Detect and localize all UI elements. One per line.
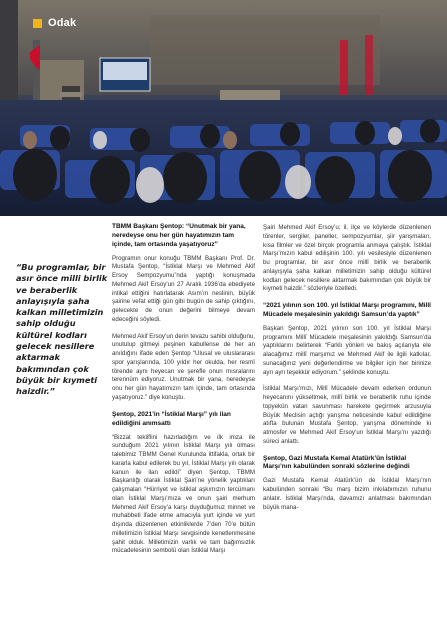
subheading: Şentop, Gazi Mustafa Kemal Atatürk’ün İstiklal Marşı’nın kabulünden sonraki sözlerine değindi xyxy=(263,454,410,471)
subheading: TBMM Başkanı Şentop: “Unutmak bir yana, neredeyse onu her gün hayatımızın tam içinde, tam ortasında yaşatıyoruz” xyxy=(112,223,246,248)
subheading: “2021 yılının son 100. yıl İstiklal Marşı programını, Millî Mücadele meşalesinin yakıldığı Samsun’da yaptık” xyxy=(263,302,431,318)
conference-hall-photo xyxy=(0,0,447,216)
article-column-middle xyxy=(112,223,255,556)
paragraph: Mehmed Akif Ersoy’un derin tevazu sahibi olduğunu, unutulup gitmeyi peşinen kabullense de her an anıldığını ifade eden Şentop “Ulusal ve uluslararası spor yarışlarında, 100 yıldır her okulda, her resmî törende aynı heyecan ve şerefle onun mısralarını terennüm ediyoruz. Unutmak bir yana, neredeyse onu her gün hayatımızın tam içinde, tam ortasında yaşatıyoruz.” diye konuştu. xyxy=(112,332,255,401)
paragraph: İstiklal Marşı’mızı, Millî Mücadele devam ederken ordunun heyecanını yükseltmek, millî birlik ve beraberlik ruhu içinde topyekûn vatan savunması harekete geçirmek arzusuyla Büyük Meclisin açtığı yarışma neticesinde kabul edildiğine atıfta bulunan Mustafa Şentop, yarışma döneminde ki atmosfer ve Mehmed Akif Ersoy’un İstiklal Marşı’nı yazdığı süreci anlattı. xyxy=(263,385,431,445)
subheading: Şentop, 2021’in “İstiklal Marşı” yılı ilan edildiğini anımsattı xyxy=(112,410,231,427)
section-tag xyxy=(33,17,76,29)
paragraph: Başkan Şentop, 2021 yılının son 100. yıl İstiklal Marşı programını Millî Mücadele meşalesinin yakıldığı Samsun’da yaptıklarını belirterek “Farklı yönleri ve bakış açılarıyla ele alacağımız millî marşımız ve Mehmed Akif ile ilgili katkılar, sunacağınız yeni değerlendirme ve bilgiler için her birinize ayrı ayrı teşekkür ediyorum.” şeklinde konuştu. xyxy=(263,324,431,376)
paragraph: “Bizzat tekliflini hazırladığım ve ilk imza ile sunduğum 2021 yılının İstiklal Marşı yılı olması talebimiz TBMM Genel Kurulunda ittifakla, ortak bir kararla kabul edilerek bu yıl, İstiklal Marşı yılı olarak kanun ile ilan edildi” diyen Şentop, TBMM Başkanlığı olarak İstiklal Şairi’ne yönelik yaptıkları çalışmaları “Hürriyet ve istiklal aşkımızın tercümanı olan İstiklal Marşı’mıza ve onun şairi merhum Mehmed Akif Ersoy’a karşı duyduğumuz minnet ve muhabbeti ifade etme amacıyla yurt içinde ve yurt dışında düzenlenen etkinliklerde 7’den 70’e bütün milletimizin İstiklal Marşı sevgisinde kenetlenmesine şahit olduk. Milletimizin varlık ve tam bağımsızlık mücadelesinin sembolü olan İstiklal Marşı xyxy=(112,433,255,555)
article-column-right xyxy=(263,224,431,512)
section-label: Odak xyxy=(48,17,77,29)
paragraph: Programın onur konuğu TBMM Başkanı Prof. Dr. Mustafa Şentop, “İstiklal Marşı ve Mehmed Akif Ersoy Sempozyumu”nda yaptığı konuşmada Mehmed Akif Ersoy’un 27 Aralık 1936’da ebediyete intikal ettiğini hatırlatarak Asım’ın neslinin, büyük şairine vefat ettiği gün gibi bugün de sahip çıktığını, gelecekte de onun değerini bilmeye devam edeceğini söyledi. xyxy=(112,254,255,323)
paragraph: Gazi Mustafa Kemal Atatürk’ün de İstiklal Marşı’nın kabulünden sonraki “Bu marş bizim inkılabımızın ruhunu anlatır. İstiklal Marşı’nda, davamızı anlatması bakımından büyük mana- xyxy=(263,477,431,511)
pull-quote: “Bu programlar, bir asır önce milli birlik ve beraberlik anlayışıyla şaha kalkan milletimizin sahip olduğu kültürel kodları gelecek nesillere aktarmak bakımından çok büyük bir kıymeti haizdir.” xyxy=(16,262,108,397)
paragraph: Şairi Mehmed Akif Ersoy’u; il, ilçe ve köylerde düzenlenen törenler, sergiler, paneller, sempozyumlar, şiir yarışmaları, kısa filmler ve özel birçok programla anmaya çalıştık. İstiklal Marşı’mızın kabul edilişinin 100. yılı vesilesiyle düzenlenen bu programlar, bir asır önce millî birlik ve beraberlik anlayışıyla şaha kalkan milletimizin sahip olduğu kültürel kodları gelecek nesillere aktarmak bakımından çok büyük bir kıymeti haizdir.” sözleriyle özetledi. xyxy=(263,224,431,293)
section-marker-icon xyxy=(33,19,42,28)
